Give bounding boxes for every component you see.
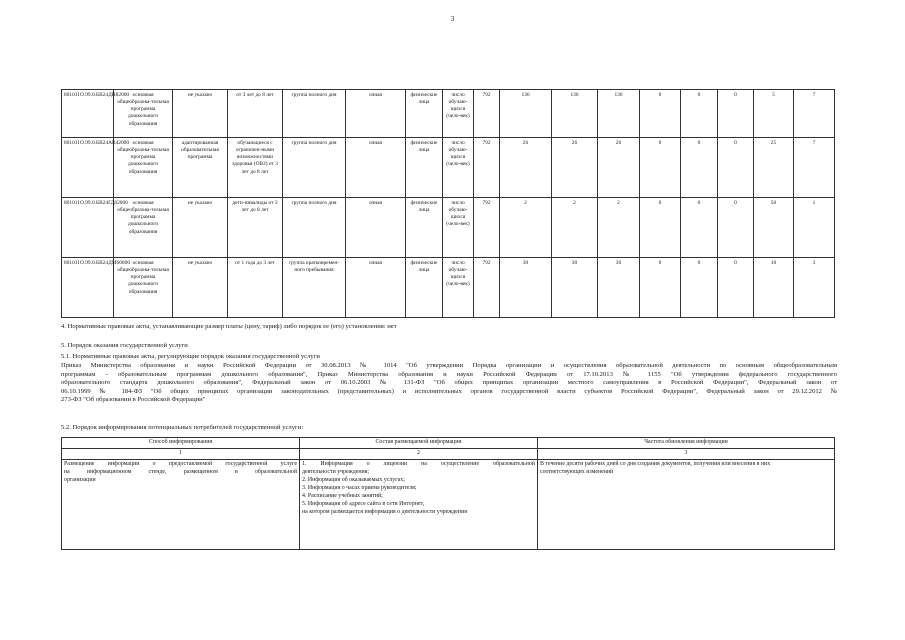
info-header-method: Способ информирования [62, 438, 300, 449]
age-cell: от 1 года до 3 лет [228, 258, 283, 318]
value-year-3-cell: 2 [598, 198, 640, 258]
unit-cell: число обучаю-щихся (чело-век) [443, 258, 474, 318]
value-year-2-cell: 30 [552, 258, 598, 318]
value-year-1-cell: 2 [500, 198, 552, 258]
okei-code-cell: 792 [474, 138, 500, 198]
form-cell: очная [346, 258, 406, 318]
value-year-3-cell: 136 [598, 90, 640, 138]
okei-code-cell: 792 [474, 198, 500, 258]
value-year-1-cell: 26 [500, 138, 552, 198]
section-5-1-title: 5.1. Нормативные правовые акты, регулирующие порядок оказания государственной услуги [61, 353, 320, 360]
service-code-cell: 801011О.99.0.БВ24АВ42000 [62, 138, 114, 198]
info-column-number: 3 [538, 448, 835, 459]
table-row [62, 258, 835, 318]
deviation-percent-cell: 5 [754, 90, 794, 138]
legal-acts-line: 06.10.1999 № 184-ФЗ "Об общих принципах организации законодательных (представительных) и исполнительных органов государственной власти субъектов Российской Федерации", Федеральный закон от 29.12.2012 № [61, 387, 837, 395]
info-header-content: Состав размещаемой информации [300, 438, 538, 449]
deviation-absolute-cell: 1 [794, 198, 835, 258]
info-column-number: 2 [300, 448, 538, 459]
info-method-cell [62, 459, 300, 549]
paid-value-1-cell: 0 [640, 198, 681, 258]
stay-mode-cell: группа полного дня [283, 138, 346, 198]
stay-mode-cell: группа полного дня [283, 90, 346, 138]
deviation-percent-cell: 50 [754, 198, 794, 258]
stay-mode-cell: группа кратковремен-ного пребывания [283, 258, 346, 318]
form-cell: очная [346, 90, 406, 138]
deviation-percent-cell: 10 [754, 258, 794, 318]
program-cell: основная общеобразова-тельная программа дошкольного образования [114, 90, 173, 138]
legal-acts-line: 273-ФЗ "Об образовании в Российской Федерации" [61, 396, 206, 404]
paid-value-3-cell: 0 [718, 258, 754, 318]
service-code-cell: 801011О.99.0.БВ24ГД82000 [62, 198, 114, 258]
service-code-cell: 801011О.99.0.БВ24ДН82000 [62, 90, 114, 138]
category-cell: не указано [173, 258, 228, 318]
consumer-cell: физические лица [406, 258, 443, 318]
value-year-3-cell: 30 [598, 258, 640, 318]
consumer-cell: физические лица [406, 138, 443, 198]
info-content-cell [300, 459, 538, 549]
okei-code-cell: 792 [474, 258, 500, 318]
program-cell: основная общеобразова-тельная программа дошкольного образования [114, 258, 173, 318]
paid-value-1-cell: 0 [640, 90, 681, 138]
age-cell: от 3 лет до 8 лет [228, 90, 283, 138]
form-cell: очная [346, 198, 406, 258]
consumer-cell: физические лица [406, 198, 443, 258]
paid-value-3-cell: 0 [718, 90, 754, 138]
okei-code-cell: 792 [474, 90, 500, 138]
info-content-line: 2. Информация об оказываемых услугах; [302, 476, 405, 483]
paid-value-2-cell: 0 [681, 90, 718, 138]
program-cell: основная общеобразова-тельная программа дошкольного образования [114, 198, 173, 258]
deviation-absolute-cell: 3 [794, 258, 835, 318]
info-content-line: 4. Расписание учебных занятий; [302, 492, 383, 499]
service-code-cell: 801011О.99.0.БВ24ДМ60000 [62, 258, 114, 318]
info-content-line: деятельности учреждения; [302, 468, 369, 475]
unit-cell: число обучаю-щихся (чело-век) [443, 198, 474, 258]
deviation-absolute-cell: 7 [794, 138, 835, 198]
paid-value-2-cell: 0 [681, 198, 718, 258]
info-method-line: на информационном стенде, размещенном в образовательной [64, 468, 297, 475]
value-year-2-cell: 2 [552, 198, 598, 258]
info-method-line: организации [64, 476, 96, 483]
information-table [61, 437, 835, 550]
info-frequency-line: соответствующих изменений [540, 468, 614, 475]
page-number: 3 [450, 15, 455, 23]
value-year-1-cell: 30 [500, 258, 552, 318]
program-cell: основная общеобразова-тельная программа дошкольного образования [114, 138, 173, 198]
info-frequency-line: В течение десяти рабочих дней со дня создания документов, получения или внесения в них [540, 460, 771, 467]
section-5-2-title: 5.2. Порядок информирования потенциальных потребителей государственной услуги: [61, 424, 304, 431]
info-content-line: 5. Информация об адресе сайта в сети Интернет, [302, 500, 425, 507]
legal-acts-line: программам - образовательным программам дошкольного образования", Приказ Министерства образования и науки Российской Федерации от 17.10.2013 № 1155 "Об утверждении федерального государственного [61, 370, 837, 378]
paid-value-3-cell: 0 [718, 198, 754, 258]
deviation-absolute-cell: 7 [794, 90, 835, 138]
deviation-percent-cell: 25 [754, 138, 794, 198]
value-year-3-cell: 26 [598, 138, 640, 198]
unit-cell: число обучаю-щихся (чело-век) [443, 138, 474, 198]
info-content-line: на котором размещается информация о деятельности учреждения [302, 508, 467, 515]
value-year-2-cell: 26 [552, 138, 598, 198]
info-content-line: 3. Информация о часах приема руководителя; [302, 484, 417, 491]
section-5-title: 5. Порядок оказания государственной услуги [61, 342, 188, 349]
paid-value-2-cell: 0 [681, 138, 718, 198]
category-cell: не указано [173, 90, 228, 138]
services-volume-table [61, 89, 835, 318]
stay-mode-cell: группа полного дня [283, 198, 346, 258]
form-cell: очная [346, 138, 406, 198]
age-cell: дети-инвалиды от 3 лет до 8 лет [228, 198, 283, 258]
info-header-frequency: Частота обновления информации [538, 438, 835, 449]
paid-value-1-cell: 0 [640, 258, 681, 318]
paid-value-2-cell: 0 [681, 258, 718, 318]
info-column-number: 1 [62, 448, 300, 459]
table-row [62, 138, 835, 198]
info-frequency-cell [538, 459, 835, 549]
value-year-1-cell: 136 [500, 90, 552, 138]
category-cell: не указано [173, 198, 228, 258]
age-cell: обучающиеся с ограничен-ными возможностями здоровья (ОВЗ) от 3 лет до 8 лет [228, 138, 283, 198]
category-cell: адаптированная образовательная программа [173, 138, 228, 198]
section-4-text: 4. Нормативные правовые акты, устанавливающие размер платы (цену, тариф) либо порядок ее (его) установления: нет [61, 323, 397, 330]
legal-acts-line: Приказ Министерства образования и науки Российской Федерации от 30.08.2013 № 1014 "Об утверждении Порядка организации и осуществления образовательной деятельности по основным общеобразовательным [61, 362, 837, 369]
info-method-line: Размещение информации о предоставляемой государственной услуге [64, 460, 297, 467]
table-row [62, 198, 835, 258]
section-5-1-text [61, 362, 837, 405]
info-content-line: 1. Информация о лицензии на осуществление образовательной [302, 460, 535, 467]
consumer-cell: физические лица [406, 90, 443, 138]
value-year-2-cell: 136 [552, 90, 598, 138]
table-row [62, 90, 835, 138]
unit-cell: число обучаю-щихся (чело-век) [443, 90, 474, 138]
paid-value-3-cell: 0 [718, 138, 754, 198]
paid-value-1-cell: 0 [640, 138, 681, 198]
legal-acts-line: образовательного стандарта дошкольного образования", Федеральный закон от 06.10.2003 № 131-ФЗ "Об общих принципах организации местного самоуправления в Российской Федерации", Федеральный закон от [61, 379, 837, 387]
